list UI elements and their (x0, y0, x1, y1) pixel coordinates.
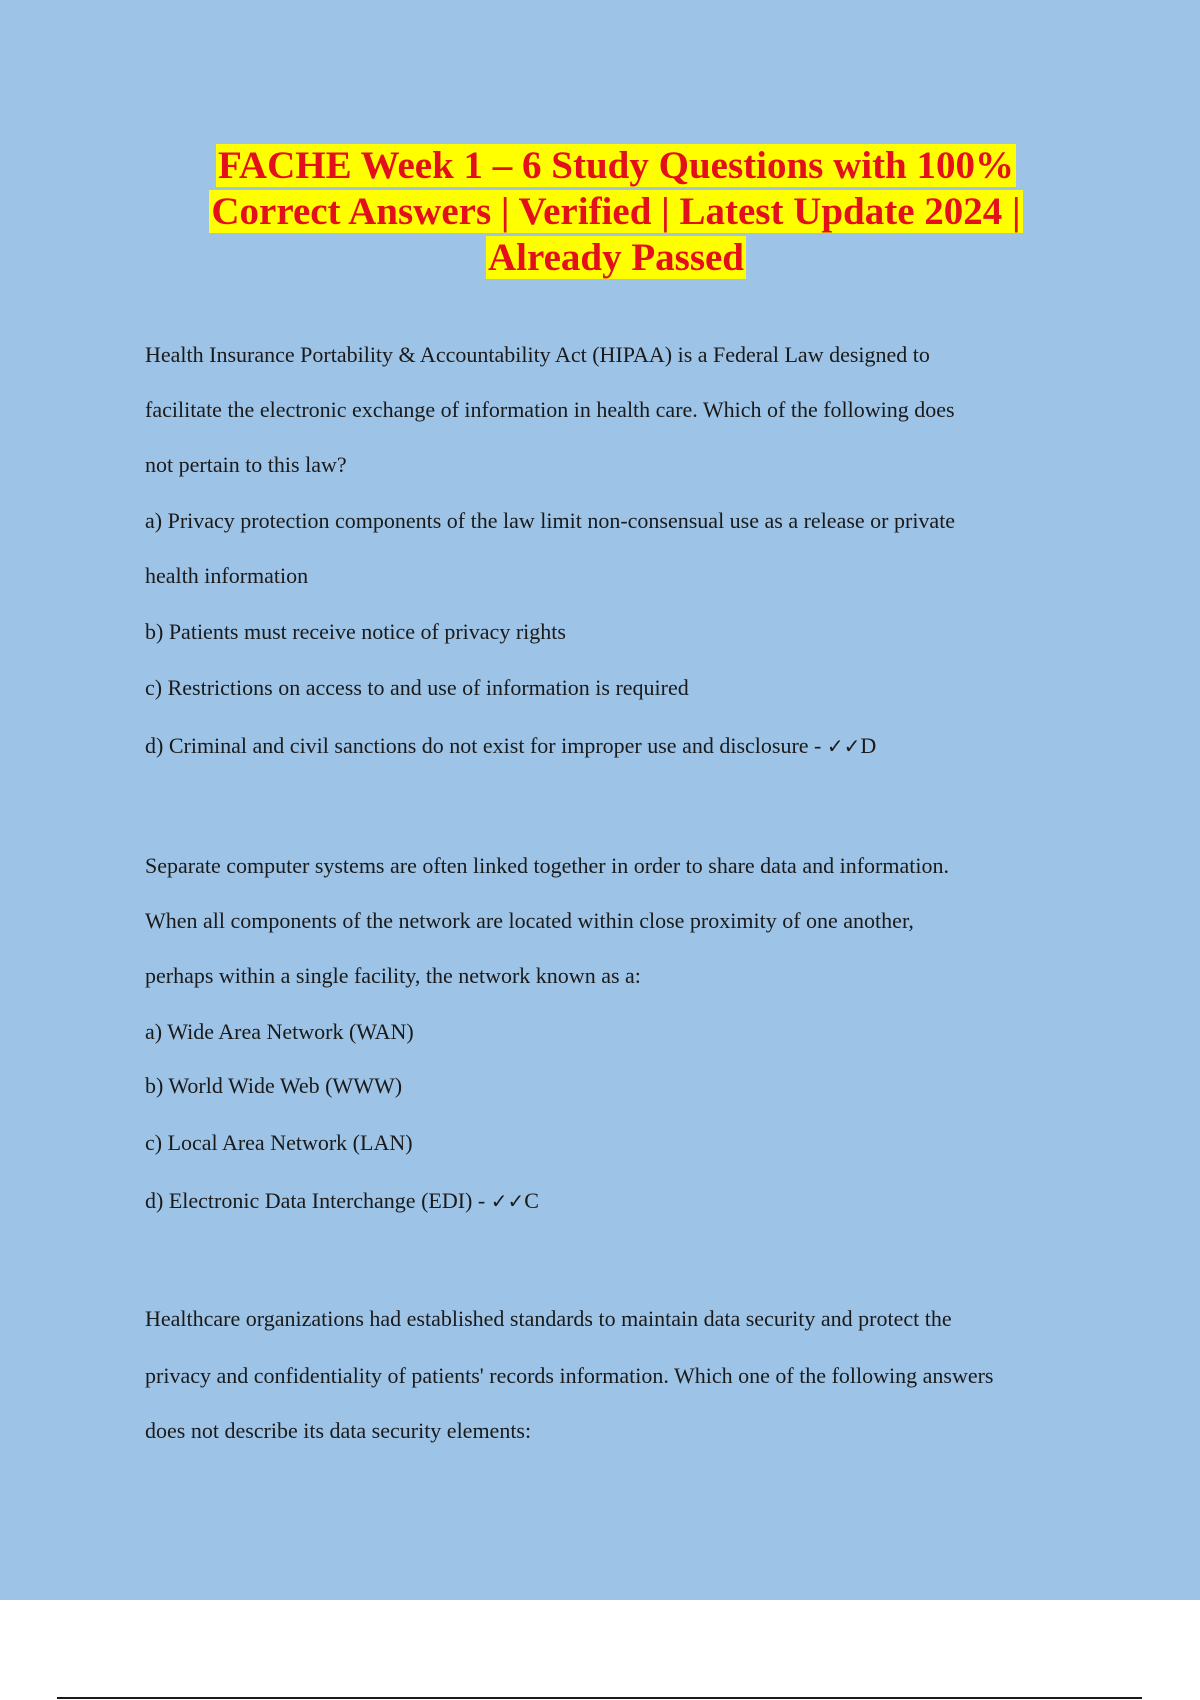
question-stem-line: Separate computer systems are often linked together in order to share data and information. (145, 853, 949, 878)
correct-answer: D (860, 733, 877, 758)
answer-option-b: b) Patients must receive notice of privacy rights (145, 619, 566, 644)
question-stem-line: facilitate the electronic exchange of information in health care. Which of the following does (145, 397, 955, 422)
answer-option-d (145, 733, 876, 759)
answer-option-a: a) Privacy protection components of the law limit non-consensual use as a release or private (145, 508, 956, 533)
check-mark-icon: ✓✓ (490, 1189, 525, 1213)
answer-option-c: c) Local Area Network (LAN) (145, 1130, 413, 1155)
title-line-1: FACHE Week 1 – 6 Study Questions with 100% (218, 144, 1014, 187)
question-stem-line: does not describe its data security elements: (145, 1418, 532, 1443)
question-stem-line: perhaps within a single facility, the network known as a: (145, 963, 641, 988)
question-stem-line: When all components of the network are located within close proximity of one another, (145, 908, 914, 933)
question-stem-line: Health Insurance Portability & Accountability Act (HIPAA) is a Federal Law designed to (145, 342, 930, 367)
document-title (0, 143, 1200, 281)
title-line-2: Correct Answers | Verified | Latest Update 2024 | (211, 190, 1021, 233)
footer-divider (57, 1697, 1142, 1699)
answer-option-c: c) Restrictions on access to and use of information is required (145, 675, 689, 700)
question-stem-line: Healthcare organizations had established standards to maintain data security and protect the (145, 1306, 952, 1331)
answer-option-d-text: d) Electronic Data Interchange (EDI) - (145, 1188, 491, 1213)
answer-option-b: b) World Wide Web (WWW) (145, 1073, 403, 1098)
check-mark-icon: ✓✓ (826, 734, 861, 758)
answer-option-d (145, 1188, 539, 1214)
answer-option-d-text: d) Criminal and civil sanctions do not exist for improper use and disclosure - (145, 733, 827, 758)
question-stem-line: privacy and confidentiality of patients' records information. Which one of the following answers (145, 1363, 994, 1388)
answer-option-a: a) Wide Area Network (WAN) (145, 1019, 414, 1044)
correct-answer: C (524, 1188, 539, 1213)
title-line-3: Already Passed (487, 236, 745, 279)
answer-option-a-continued: health information (145, 563, 309, 588)
question-stem-line: not pertain to this law? (145, 452, 347, 477)
